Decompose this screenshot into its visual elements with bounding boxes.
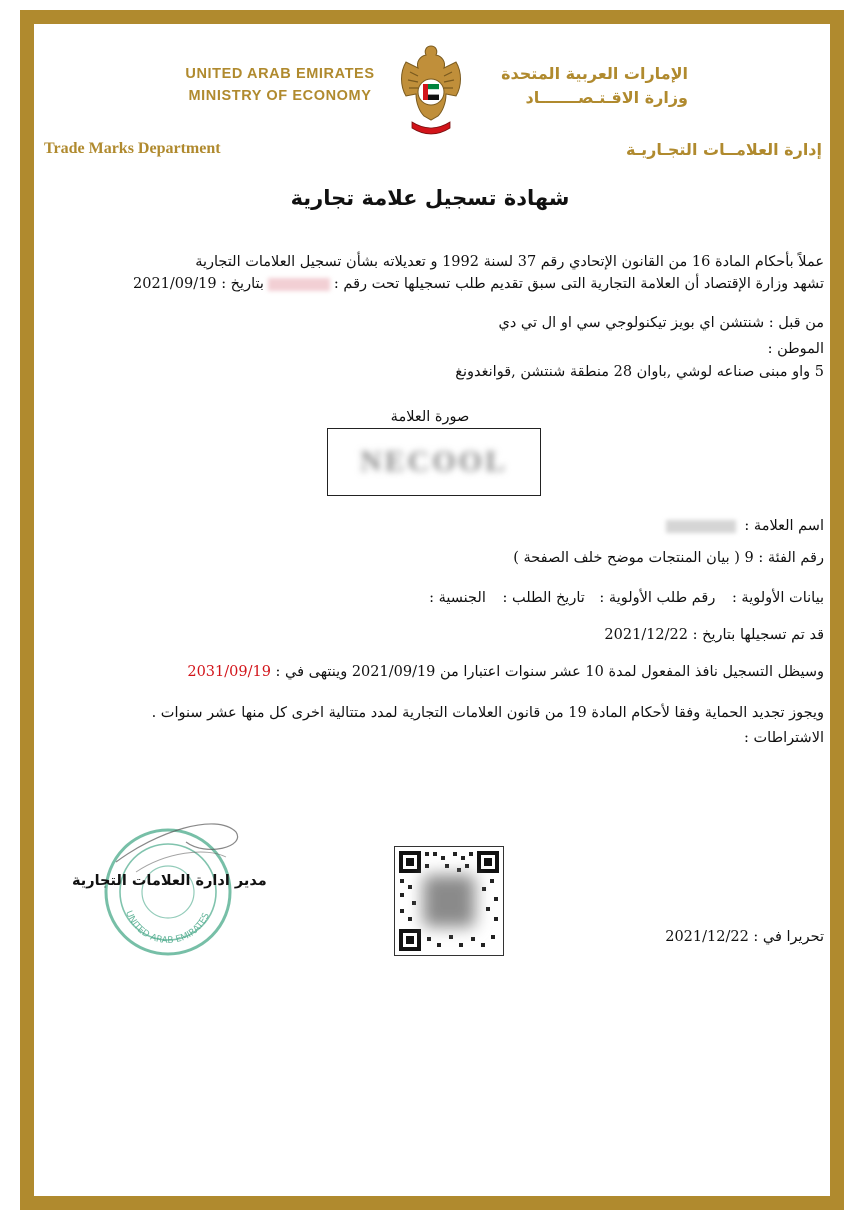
redacted-mark-name	[666, 520, 736, 533]
mark-image-box	[327, 428, 541, 496]
mark-image-label: صورة العلامة	[390, 409, 470, 425]
issued-label: تحريرا في :	[753, 929, 824, 945]
applicant-line: من قبل : شنتشن اي بويز تيكنولوجي سي او ال تي دي	[498, 315, 824, 331]
header-arabic	[478, 62, 688, 110]
expiry-date: 2031/09/19	[187, 664, 271, 680]
header-ar-ministry: وزارة الاقـتـصـــــــاد	[525, 88, 688, 107]
department-arabic: إدارة العلامــات التجـاريـة	[626, 140, 822, 159]
svg-text:UNITED ARAB EMIRATES	[123, 909, 212, 946]
class-line: رقم الفئة : 9 ( بيان المنتجات موضح خلف الصفحة )	[513, 550, 824, 566]
priority-label: بيانات الأولوية :	[731, 590, 824, 606]
header-english	[180, 63, 380, 107]
header-ar-country: الإمارات العربية المتحدة	[501, 64, 688, 83]
header-en-ministry: MINISTRY OF ECONOMY	[188, 88, 372, 104]
attest-date-label: بتاريخ :	[221, 276, 264, 292]
certificate-title: شهادة تسجيل علامة تجارية	[290, 186, 570, 210]
header-en-country: UNITED ARAB EMIRATES	[185, 66, 375, 82]
validity-text: وسيظل التسجيل نافذ المفعول لمدة 10 عشر سنوات اعتبارا من 2021/09/19 وينتهى في :	[275, 664, 824, 680]
renewal-line: ويجوز تجديد الحماية وفقا لأحكام المادة 19 من قانون العلامات التجارية لمدد متتالية اخرى كل منها عشر سنوات .	[151, 705, 824, 721]
address-line: 5 واو مبنى صناعه لوشي ,باوان 28 منطقة شنتشن ,قوانغدونغ	[455, 364, 824, 380]
application-date: 2021/09/19	[133, 276, 217, 292]
registered-date: 2021/12/22	[604, 627, 688, 643]
mark-name-line	[662, 518, 824, 534]
qr-code[interactable]	[394, 846, 504, 956]
issued-line	[665, 929, 824, 945]
conditions-label: الاشتراطات :	[744, 730, 824, 746]
domicile-label: الموطن :	[767, 341, 824, 357]
mark-image-blurred: NECOOL	[359, 445, 509, 478]
registered-label: قد تم تسجيلها بتاريخ :	[692, 627, 824, 643]
manager-title: مدير ادارة العلامات التجارية	[72, 873, 267, 889]
stamp-text: UNITED ARAB EMIRATES	[123, 909, 212, 946]
priority-nationality: الجنسية :	[429, 590, 486, 606]
department-english: Trade Marks Department	[44, 140, 221, 157]
priority-date-label: تاريخ الطلب :	[502, 590, 585, 606]
registered-line	[604, 627, 824, 643]
attest-line	[133, 276, 824, 292]
validity-line	[187, 664, 824, 680]
issued-date: 2021/12/22	[665, 929, 749, 945]
uae-emblem-icon	[396, 42, 466, 140]
redacted-application-number	[268, 278, 330, 291]
attest-text: تشهد وزارة الإقتصاد أن العلامة التجارية التى سبق تقديم طلب تسجيلها تحت رقم :	[333, 276, 824, 292]
mark-name-label: اسم العلامة :	[744, 518, 824, 534]
qr-redaction	[423, 875, 475, 927]
priority-line	[429, 590, 824, 606]
law-line: عملاً بأحكام المادة 16 من القانون الإتحادي رقم 37 لسنة 1992 و تعديلاته بشأن تسجيل العلامات التجارية	[195, 254, 824, 270]
priority-app-no: رقم طلب الأولوية :	[599, 590, 716, 606]
